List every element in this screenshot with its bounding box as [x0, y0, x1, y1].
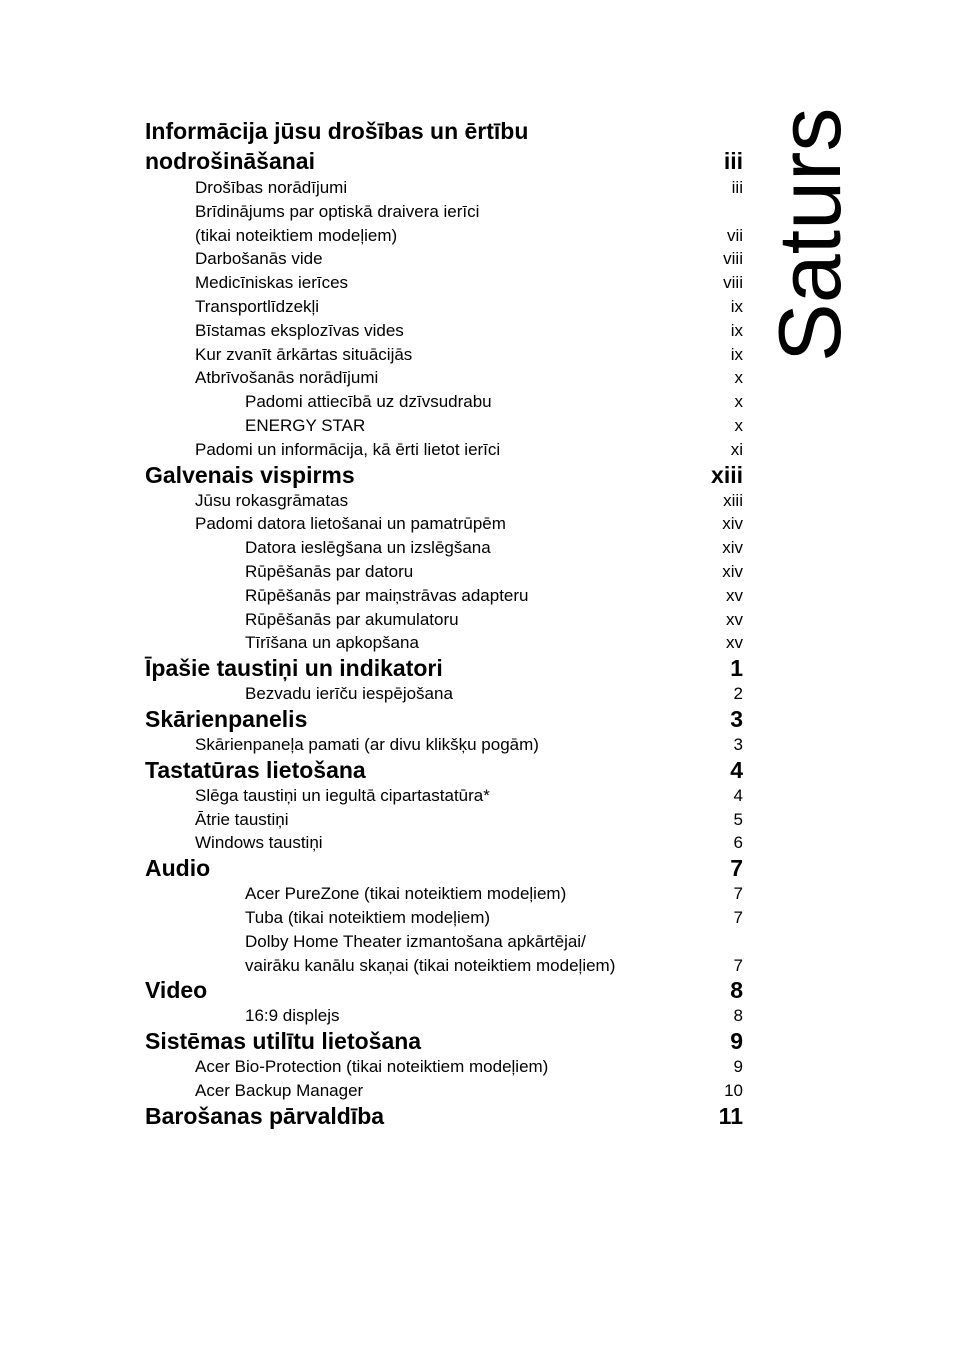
toc-section-entry[interactable]: [145, 1055, 743, 1079]
toc-entry-title: ENERGY STAR: [245, 415, 366, 435]
toc-entry-title: Galvenais vispirms: [145, 461, 355, 488]
toc-section-entry[interactable]: [145, 1004, 743, 1028]
toc-page-number: xiii: [711, 461, 743, 488]
toc-section-entry[interactable]: [145, 808, 743, 832]
toc-section-entry[interactable]: [145, 1079, 743, 1103]
toc-entry-title: Atbrīvošanās norādījumi: [195, 368, 379, 388]
toc-page-number: 9: [730, 1028, 743, 1055]
toc-page-number: ix: [730, 344, 743, 364]
toc-page-number: xiv: [722, 538, 743, 558]
toc-section-entry[interactable]: [145, 733, 743, 757]
toc-page-number: iii: [731, 178, 743, 197]
toc-page-number: xv: [726, 633, 743, 653]
toc-section-entry[interactable]: [145, 319, 743, 343]
toc-page-number: 6: [733, 833, 743, 853]
toc-page-number: 7: [733, 907, 743, 927]
toc-entry-title: Acer PureZone (tikai noteiktiem modeļiem): [245, 884, 567, 904]
toc-page-number: xv: [726, 585, 743, 605]
toc-page-number: 11: [718, 1102, 743, 1129]
toc-entry-title: Padomi datora lietošanai un pamatrūpēm: [195, 514, 506, 534]
toc-page-number: viii: [723, 273, 743, 293]
toc-section-entry[interactable]: [145, 536, 743, 560]
toc-entry-title: 16:9 displejs: [245, 1006, 340, 1026]
toc-chapter-entry[interactable]: [145, 855, 743, 882]
toc-page-number: vii: [726, 225, 743, 245]
toc-page-number: x: [734, 415, 743, 435]
toc-entry-title: Informācija jūsu drošības un ērtību: [145, 118, 529, 144]
table-of-contents: [145, 116, 743, 1130]
toc-page-number: 1: [730, 655, 743, 682]
toc-section-entry[interactable]: [145, 906, 743, 930]
toc-page-number: 7: [733, 955, 743, 975]
toc-chapter-entry[interactable]: [145, 977, 743, 1004]
toc-section-entry[interactable]: [145, 831, 743, 855]
toc-chapter-entry[interactable]: [145, 655, 743, 682]
toc-entry-title: Transportlīdzekļi: [195, 296, 320, 316]
toc-section-entry[interactable]: [145, 366, 743, 390]
toc-page-number: 2: [733, 684, 743, 704]
toc-entry-title: Skārienpaneļa pamati (ar divu klikšķu pogām): [195, 734, 539, 754]
toc-entry-title: Jūsu rokasgrāmatas: [195, 490, 349, 510]
toc-page-number: 3: [733, 734, 743, 754]
toc-section-entry[interactable]: [145, 784, 743, 808]
toc-page-number: 9: [733, 1057, 743, 1077]
toc-entry-title: Sistēmas utilītu lietošana: [145, 1028, 422, 1055]
toc-entry-title: Padomi un informācija, kā ērti lietot ierīci: [195, 439, 501, 459]
toc-entry-title: Kur zvanīt ārkārtas situācijās: [195, 344, 413, 364]
toc-page-number: x: [734, 368, 743, 388]
toc-section-entry[interactable]: [145, 560, 743, 584]
toc-page-number: 7: [733, 884, 743, 904]
toc-page-number: 8: [733, 1006, 743, 1026]
toc-entry-title: Rūpēšanās par maiņstrāvas adapteru: [245, 585, 529, 605]
toc-page-number: xiv: [722, 561, 743, 581]
toc-entry-title: Windows taustiņi: [195, 833, 323, 853]
toc-page-number: 10: [724, 1080, 743, 1100]
toc-page-number: 7: [730, 855, 743, 882]
toc-entry-title: Video: [145, 977, 208, 1004]
toc-page-number: 4: [730, 756, 743, 783]
toc-entry-title: Padomi attiecībā uz dzīvsudrabu: [245, 392, 492, 412]
toc-section-entry[interactable]: [145, 882, 743, 906]
toc-section-entry[interactable]: [145, 176, 743, 200]
toc-section-entry[interactable]: [145, 631, 743, 655]
toc-entry-title: Bīstamas eksplozīvas vides: [195, 320, 404, 340]
toc-entry-title: Acer Bio-Protection (tikai noteiktiem modeļiem): [195, 1057, 549, 1077]
side-title: Saturs: [760, 107, 859, 362]
toc-entry-title: Tuba (tikai noteiktiem modeļiem): [245, 907, 491, 927]
toc-entry-title: Dolby Home Theater izmantošana apkārtējai/: [245, 931, 586, 951]
toc-section-entry[interactable]: [145, 271, 743, 295]
toc-entry-title: Rūpēšanās par datoru: [245, 561, 414, 581]
toc-entry-title: Tastatūras lietošana: [145, 756, 366, 783]
toc-section-entry[interactable]: [145, 414, 743, 438]
toc-entry-title: Barošanas pārvaldība: [145, 1102, 385, 1129]
toc-chapter-entry[interactable]: [145, 146, 743, 176]
toc-entry-title: Darbošanās vide: [195, 249, 323, 269]
toc-section-entry[interactable]: [145, 200, 743, 224]
toc-chapter-entry[interactable]: [145, 706, 743, 733]
toc-section-entry[interactable]: [145, 930, 743, 954]
toc-section-entry[interactable]: [145, 343, 743, 367]
toc-entry-title: vairāku kanālu skaņai (tikai noteiktiem modeļiem): [245, 955, 616, 975]
toc-entry-title: Bezvadu ierīču iespējošana: [245, 684, 453, 704]
toc-section-entry[interactable]: [145, 390, 743, 414]
toc-entry-title: Brīdinājums par optiskā draivera ierīci: [195, 201, 480, 221]
toc-section-entry[interactable]: [145, 512, 743, 536]
toc-entry-title: nodrošināšanai: [145, 148, 315, 174]
toc-section-entry[interactable]: [145, 584, 743, 608]
toc-section-entry[interactable]: [145, 247, 743, 271]
toc-page-number: 5: [733, 809, 743, 829]
toc-chapter-entry[interactable]: [145, 1103, 743, 1130]
toc-page-number: 3: [730, 705, 743, 732]
toc-entry-title: Skārienpanelis: [145, 705, 308, 732]
toc-page-number: 8: [730, 977, 743, 1004]
toc-entry-title: Drošības norādījumi: [195, 178, 348, 197]
toc-section-entry[interactable]: [145, 489, 743, 513]
toc-page-number: viii: [723, 249, 743, 269]
toc-entry-title: Rūpēšanās par akumulatoru: [245, 609, 459, 629]
toc-entry-title: Medicīniskas ierīces: [195, 273, 349, 293]
toc-section-entry[interactable]: [145, 224, 743, 248]
toc-section-entry[interactable]: [145, 295, 743, 319]
toc-entry-title: Audio: [145, 855, 211, 882]
toc-entry-title: (tikai noteiktiem modeļiem): [195, 225, 398, 245]
toc-section-entry[interactable]: [145, 954, 743, 978]
toc-chapter-entry[interactable]: [145, 116, 743, 146]
toc-section-entry[interactable]: [145, 682, 743, 706]
toc-page-number: 4: [733, 785, 743, 805]
toc-chapter-entry[interactable]: [145, 1028, 743, 1055]
toc-entry-title: Īpašie taustiņi un indikatori: [145, 655, 443, 682]
toc-chapter-entry[interactable]: [145, 462, 743, 489]
toc-section-entry[interactable]: [145, 438, 743, 462]
toc-page-number: iii: [723, 148, 743, 174]
toc-entry-title: Slēga taustiņi un iegultā cipartastatūra*: [195, 785, 490, 805]
toc-page-number: ix: [730, 296, 743, 316]
toc-page-number: xiv: [722, 514, 743, 534]
toc-section-entry[interactable]: [145, 608, 743, 632]
toc-entry-title: Ātrie taustiņi: [195, 809, 289, 829]
toc-entry-title: Tīrīšana un apkopšana: [245, 633, 419, 653]
toc-page-number: x: [734, 392, 743, 412]
toc-page-number: ix: [730, 320, 743, 340]
toc-entry-title: Acer Backup Manager: [195, 1080, 364, 1100]
toc-page-number: xv: [726, 609, 743, 629]
toc-page-number: xi: [730, 439, 743, 459]
toc-page-number: xiii: [723, 490, 743, 510]
toc-chapter-entry[interactable]: [145, 757, 743, 784]
toc-entry-title: Datora ieslēgšana un izslēgšana: [245, 538, 491, 558]
